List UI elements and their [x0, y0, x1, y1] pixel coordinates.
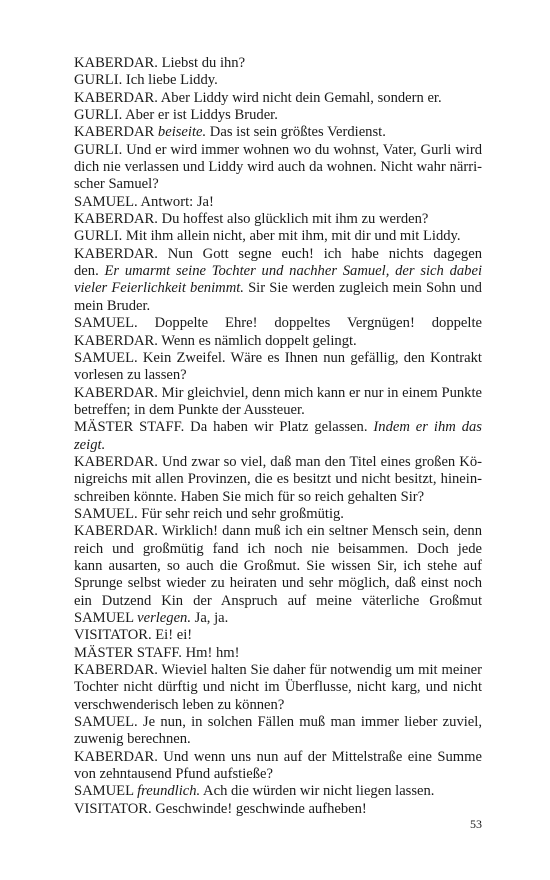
text-line: [74, 437, 482, 454]
dialogue-text-block: [74, 55, 482, 818]
text-line: [74, 385, 482, 402]
dialogue-text: GURLI. Aber er ist Liddys Bruder.: [74, 107, 278, 124]
text-line: [74, 246, 482, 263]
text-line: [74, 90, 482, 107]
dialogue-text: Tochter nicht dürftig und nicht im Überflusse, nicht karg, und nicht: [74, 679, 482, 696]
stage-direction: zeigt.: [74, 436, 106, 453]
text-line: [74, 575, 482, 592]
dialogue-text: von zehntausend Pfund aufstieße?: [74, 766, 273, 783]
dialogue-text: KABERDAR. Wirklich! dann muß ich ein seltner Mensch sein, denn: [74, 523, 482, 540]
dialogue-text: schreiben könnte. Haben Sie mich für so reich gehalten Sir?: [74, 488, 425, 505]
dialogue-text: KABERDAR. Wenn es nämlich doppelt gelingt.: [74, 332, 357, 349]
text-line: [74, 627, 482, 644]
stage-direction: verlegen.: [137, 610, 191, 626]
dialogue-text: VISITATOR. Geschwinde! geschwinde aufheben!: [74, 800, 367, 817]
dialogue-text: Das ist sein größtes Verdienst.: [206, 124, 386, 141]
text-line: [74, 749, 482, 766]
text-line: [74, 523, 482, 540]
dialogue-text: SAMUEL. Antwort: Ja!: [74, 193, 214, 210]
stage-direction: freundlich.: [137, 783, 201, 800]
dialogue-text: Sprunge selbst wieder zu heiraten und sehr möglich, daß einst noch: [74, 575, 482, 592]
text-line: [74, 714, 482, 731]
dialogue-text: mein Bruder.: [74, 297, 151, 314]
dialogue-text: verschwenderisch leben zu können?: [74, 696, 285, 713]
text-line: [74, 280, 482, 297]
dialogue-text: KABERDAR. Nun Gott segne euch! ich habe nichts dagegen: [74, 245, 482, 262]
dialogue-text: VISITATOR. Ei! ei!: [74, 627, 193, 644]
text-line: [74, 489, 482, 506]
dialogue-text: KABERDAR. Aber Liddy wird nicht dein Gemahl, sondern er.: [74, 89, 442, 106]
text-line: [74, 315, 482, 332]
text-line: [74, 124, 482, 141]
text-line: [74, 766, 482, 783]
text-line: [74, 176, 482, 193]
dialogue-text: MÄSTER STAFF. Da haben wir Platz gelassen.: [74, 419, 374, 436]
dialogue-text: GURLI. Und er wird immer wohnen wo du wohnst, Vater, Gurli wird: [74, 141, 482, 158]
text-line: [74, 263, 482, 280]
dialogue-text: nigreichs mit allen Provinzen, die es besitzt und nicht besitzt, hinein-: [74, 471, 482, 488]
text-line: [74, 783, 482, 800]
stage-direction: vieler Feierlichkeit benimmt.: [74, 280, 244, 297]
text-line: [74, 367, 482, 384]
text-line: [74, 454, 482, 471]
dialogue-text: vorlesen zu lassen?: [74, 367, 187, 384]
dialogue-text: SAMUEL. Doppelte Ehre! doppeltes Vergnügen! doppelte: [74, 315, 482, 332]
text-line: [74, 333, 482, 350]
dialogue-text: reich und großmütig fand ich noch nie beisammen. Doch jede: [74, 540, 482, 557]
text-line: [74, 645, 482, 662]
dialogue-text: SAMUEL. Kein Zweifel. Wäre es Ihnen nun gefällig, den Kontrakt: [74, 349, 482, 366]
page-number: 53: [470, 817, 482, 831]
dialogue-text: den.: [74, 263, 105, 280]
dialogue-text: KABERDAR. Liebst du ihn?: [74, 55, 246, 71]
text-line: [74, 211, 482, 228]
dialogue-text: GURLI. Mit ihm allein nicht, aber mit ihm, mit dir und mit Liddy.: [74, 228, 461, 245]
dialogue-text: Ja, ja.: [191, 610, 229, 626]
text-line: [74, 402, 482, 419]
text-line: [74, 228, 482, 245]
text-line: [74, 350, 482, 367]
text-line: [74, 506, 482, 523]
dialogue-text: KABERDAR. Du hoffest also glücklich mit ihm zu werden?: [74, 211, 429, 228]
dialogue-text: SAMUEL. Je nun, in solchen Fällen muß man immer lieber zuviel,: [74, 714, 482, 731]
dialogue-text: KABERDAR: [74, 124, 158, 141]
dialogue-text: betreffen; in dem Punkte der Aussteuer.: [74, 401, 305, 418]
dialogue-text: ein Dutzend Kin der Anspruch auf meine väterliche Großmut: [74, 592, 482, 609]
dialogue-text: KABERDAR. Und zwar so viel, daß man den Titel eines großen Kö-: [74, 453, 482, 470]
text-line: [74, 72, 482, 89]
text-line: [74, 801, 482, 818]
stage-direction: Indem er ihm das: [373, 419, 482, 436]
text-line: [74, 662, 482, 679]
text-line: [74, 731, 482, 748]
dialogue-text: dich nie verlassen und Liddy wird auch da wohnen. Nicht wahr närri-: [74, 159, 482, 176]
text-line: [74, 610, 482, 627]
dialogue-text: kann ausarten, so auch die Großmut. Sie wissen Sir, ich stehe auf: [74, 557, 482, 574]
text-line: [74, 593, 482, 610]
text-line: [74, 679, 482, 696]
text-line: [74, 194, 482, 211]
text-line: [74, 558, 482, 575]
dialogue-text: KABERDAR. Mir gleichviel, denn mich kann er nur in einem Punkte: [74, 384, 482, 401]
stage-direction: Er umarmt seine Tochter und nachher Samuel, der sich dabei: [104, 263, 482, 280]
dialogue-text: GURLI. Ich liebe Liddy.: [74, 72, 218, 89]
dialogue-text: SAMUEL. Für sehr reich und sehr großmütig.: [74, 505, 344, 522]
text-line: [74, 55, 482, 72]
text-line: [74, 159, 482, 176]
stage-direction: beiseite.: [157, 124, 207, 141]
text-line: [74, 541, 482, 558]
text-line: [74, 142, 482, 159]
dialogue-text: SAMUEL: [74, 783, 138, 800]
dialogue-text: zuwenig berechnen.: [74, 731, 191, 748]
text-line: [74, 471, 482, 488]
text-line: [74, 419, 482, 436]
text-line: [74, 107, 482, 124]
dialogue-text: Sir Sie werden zugleich mein Sohn und: [243, 280, 482, 297]
dialogue-text: scher Samuel?: [74, 176, 159, 193]
dialogue-text: KABERDAR. Wieviel halten Sie daher für notwendig um mit meiner: [74, 662, 482, 679]
dialogue-text: SAMUEL: [74, 610, 138, 626]
text-line: [74, 298, 482, 315]
dialogue-text: KABERDAR. Und wenn uns nun auf der Mittelstraße eine Summe: [74, 748, 482, 765]
dialogue-text: Ach die würden wir nicht liegen lassen.: [200, 783, 435, 800]
dialogue-text: MÄSTER STAFF. Hm! hm!: [74, 644, 240, 661]
text-line: [74, 697, 482, 714]
